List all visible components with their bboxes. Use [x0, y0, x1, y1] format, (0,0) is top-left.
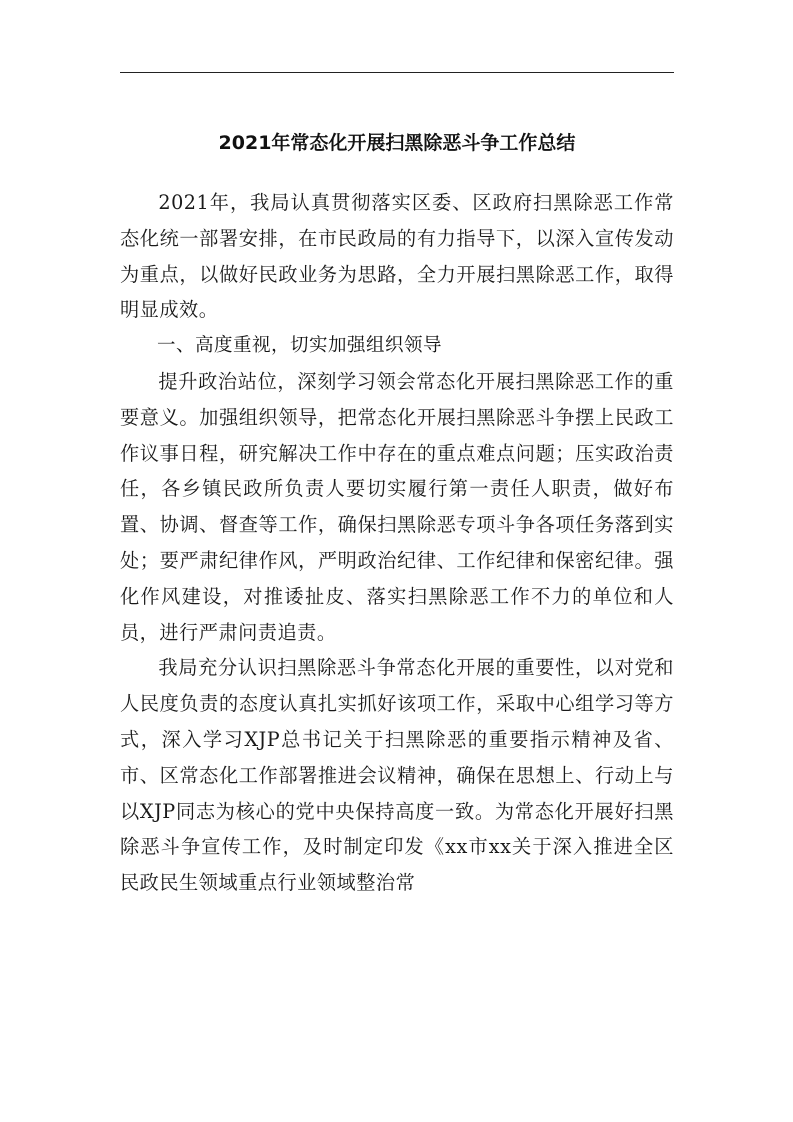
- body-paragraph: 我局充分认识扫黑除恶斗争常态化开展的重要性，以对党和人民度负责的态度认真扎实抓好该项工作，采取中心组学习等方式，深入学习XJP总书记关于扫黑除恶的重要指示精神及省、市、区常态化工作部署推进会议精神，确保在思想上、行动上与以XJP同志为核心的党中央保持高度一致。为常态化开展好扫黑除恶斗争宣传工作，及时制定印发《xx市xx关于深入推进全区民政民生领域重点行业领域整治常: [120, 656, 674, 895]
- intro-paragraph: 2021年，我局认真贯彻落实区委、区政府扫黑除恶工作常态化统一部署安排，在市民政局的有力指导下，以深入宣传发动为重点，以做好民政业务为思路，全力开展扫黑除恶工作，取得明显成效。: [120, 191, 674, 322]
- body-paragraph: 提升政治站位，深刻学习领会常态化开展扫黑除恶工作的重要意义。加强组织领导，把常态化开展扫黑除恶斗争摆上民政工作议事日程，研究解决工作中存在的重点难点问题；压实政治责任，各乡镇民政所负责人要切实履行第一责任人职责，做好布置、协调、督查等工作，确保扫黑除恶专项斗争各项任务落到实处；要严肃纪律作风，严明政治纪律、工作纪律和保密纪律。强化作风建设，对推诿扯皮、落实扫黑除恶工作不力的单位和人员，进行严肃问责追责。: [120, 369, 674, 644]
- document-body: [120, 185, 674, 901]
- document-title: 2021年常态化开展扫黑除恶斗争工作总结: [218, 132, 576, 154]
- header-rule: [120, 72, 674, 73]
- section-heading: 一、高度重视，切实加强组织领导: [157, 335, 443, 357]
